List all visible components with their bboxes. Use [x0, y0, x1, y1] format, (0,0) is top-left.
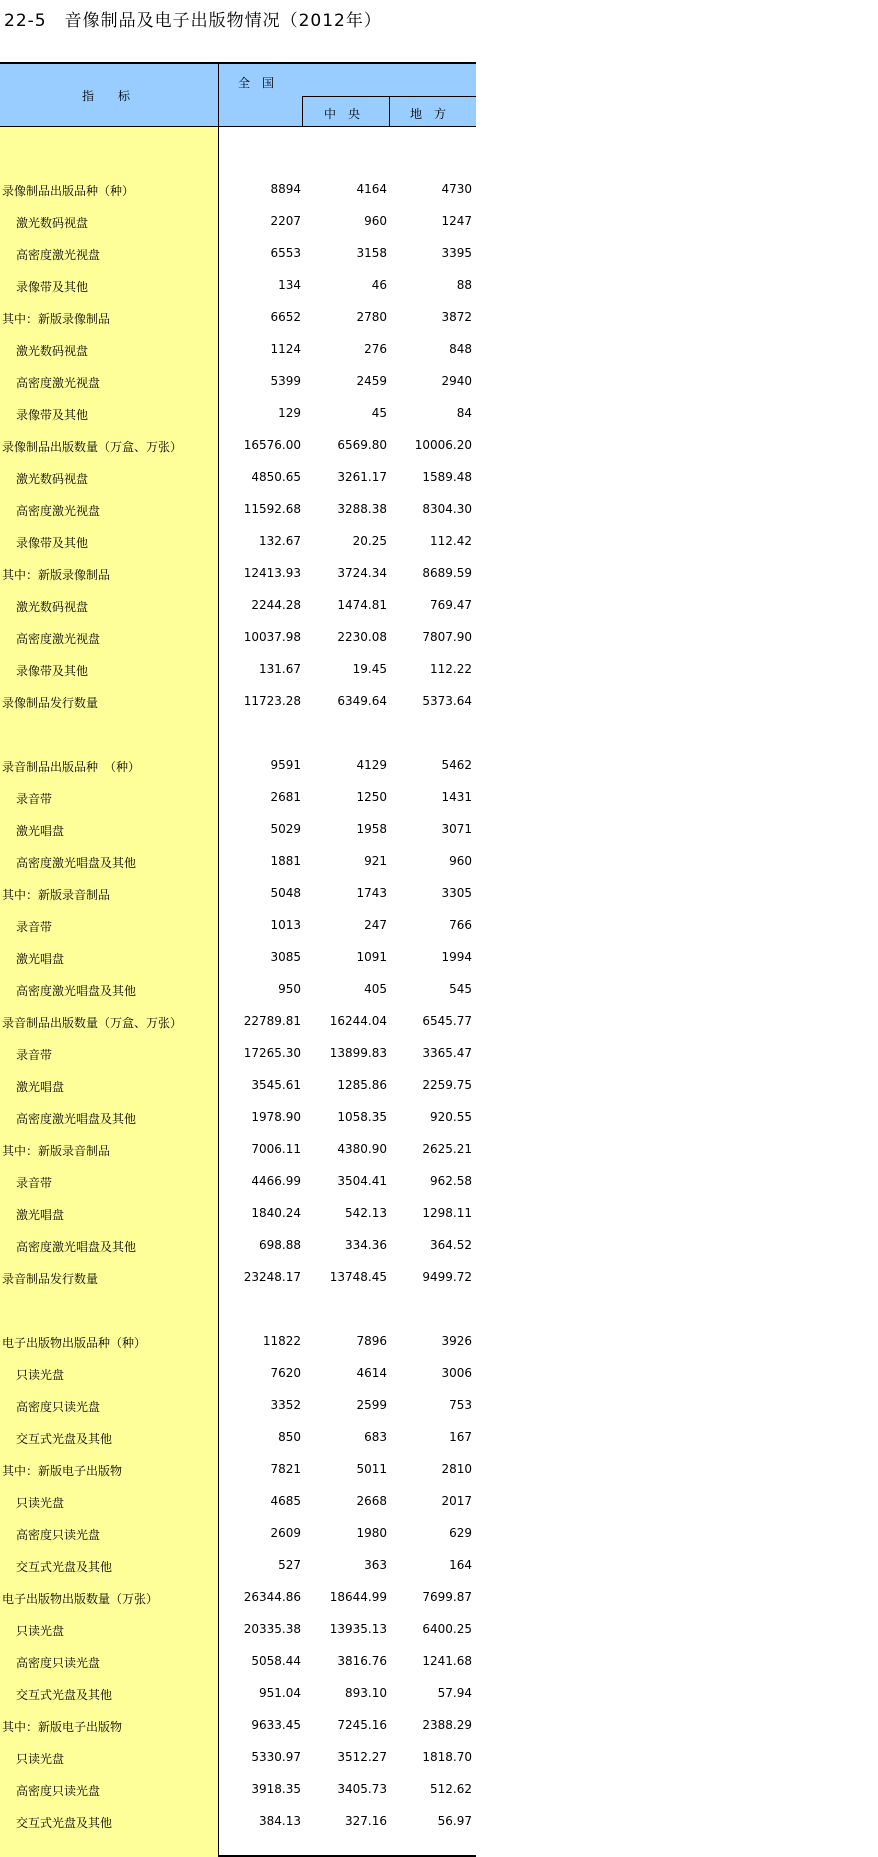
local-value: 3395 — [441, 246, 472, 260]
table-row — [0, 398, 476, 430]
table-row — [0, 1230, 476, 1262]
national-value: 11592.68 — [243, 502, 301, 516]
row-label: 激光唱盘 — [16, 1208, 65, 1222]
national-header: 全 国 — [238, 76, 275, 90]
central-value: 4164 — [356, 182, 387, 196]
local-value: 2388.29 — [422, 1718, 472, 1732]
table-header — [0, 62, 476, 126]
local-value: 1818.70 — [422, 1750, 472, 1764]
local-value: 2259.75 — [422, 1078, 472, 1092]
central-value: 2668 — [356, 1494, 387, 1508]
table-row — [0, 1710, 476, 1742]
row-label: 只读光盘 — [16, 1624, 65, 1638]
central-value: 363 — [364, 1558, 387, 1572]
header-bottom-rule — [0, 126, 476, 127]
table-row — [0, 1262, 476, 1294]
local-value: 6545.77 — [422, 1014, 472, 1028]
row-label: 录像制品发行数量 — [2, 696, 99, 710]
table-row — [0, 686, 476, 718]
local-value: 2017 — [441, 1494, 472, 1508]
central-value: 3261.17 — [337, 470, 387, 484]
table-row — [0, 526, 476, 558]
local-value: 2810 — [441, 1462, 472, 1476]
table-row — [0, 910, 476, 942]
row-label: 高密度激光视盘 — [16, 248, 101, 262]
central-value: 1285.86 — [337, 1078, 387, 1092]
national-value: 3085 — [270, 950, 301, 964]
local-value: 9499.72 — [422, 1270, 472, 1284]
central-value: 3816.76 — [337, 1654, 387, 1668]
national-value: 10037.98 — [243, 630, 301, 644]
local-value: 164 — [449, 1558, 472, 1572]
section-spacer — [0, 718, 476, 750]
national-value: 2681 — [270, 790, 301, 804]
national-value: 17265.30 — [243, 1046, 301, 1060]
row-label: 激光唱盘 — [16, 1080, 65, 1094]
table-row — [0, 1006, 476, 1038]
national-value: 129 — [278, 406, 301, 420]
row-label: 交互式光盘及其他 — [16, 1432, 113, 1446]
row-label: 高密度激光视盘 — [16, 376, 101, 390]
table-body — [0, 174, 476, 1838]
national-value: 7620 — [270, 1366, 301, 1380]
table-row — [0, 302, 476, 334]
table-row — [0, 558, 476, 590]
local-value: 112.22 — [430, 662, 472, 676]
table-row — [0, 334, 476, 366]
national-value: 11723.28 — [243, 694, 301, 708]
central-value: 3405.73 — [337, 1782, 387, 1796]
table-row — [0, 366, 476, 398]
central-value: 921 — [364, 854, 387, 868]
local-value: 2625.21 — [422, 1142, 472, 1156]
national-value: 1978.90 — [251, 1110, 301, 1124]
table-row — [0, 430, 476, 462]
national-value: 20335.38 — [243, 1622, 301, 1636]
local-value: 545 — [449, 982, 472, 996]
central-header: 中 央 — [324, 107, 361, 121]
central-column-divider — [302, 96, 303, 126]
central-value: 542.13 — [345, 1206, 387, 1220]
central-value: 1474.81 — [337, 598, 387, 612]
table-row — [0, 1550, 476, 1582]
national-value: 850 — [278, 1430, 301, 1444]
central-value: 2599 — [356, 1398, 387, 1412]
national-value: 1881 — [270, 854, 301, 868]
local-value: 1241.68 — [422, 1654, 472, 1668]
row-label: 交互式光盘及其他 — [16, 1816, 113, 1830]
national-value: 384.13 — [259, 1814, 301, 1828]
national-value: 5330.97 — [251, 1750, 301, 1764]
row-label: 录像制品出版数量（万盒、万张） — [2, 440, 183, 454]
local-value: 512.62 — [430, 1782, 472, 1796]
local-value: 753 — [449, 1398, 472, 1412]
row-label: 其中：新版录像制品 — [2, 568, 111, 582]
table-row — [0, 590, 476, 622]
local-value: 1247 — [441, 214, 472, 228]
row-label: 只读光盘 — [16, 1496, 65, 1510]
row-label: 电子出版物出版品种（种） — [2, 1336, 147, 1350]
local-value: 3006 — [441, 1366, 472, 1380]
national-value: 3352 — [270, 1398, 301, 1412]
national-value: 527 — [278, 1558, 301, 1572]
central-value: 3504.41 — [337, 1174, 387, 1188]
row-label: 录音制品出版数量（万盒、万张） — [2, 1016, 183, 1030]
table-row — [0, 1742, 476, 1774]
central-value: 3512.27 — [337, 1750, 387, 1764]
local-value: 3365.47 — [422, 1046, 472, 1060]
table-row — [0, 174, 476, 206]
row-label: 高密度激光视盘 — [16, 632, 101, 646]
top-rule — [0, 62, 476, 64]
table-row — [0, 1166, 476, 1198]
local-column-divider — [389, 96, 390, 126]
central-value: 405 — [364, 982, 387, 996]
central-value: 2459 — [356, 374, 387, 388]
local-value: 5462 — [441, 758, 472, 772]
central-value: 1250 — [356, 790, 387, 804]
local-value: 1589.48 — [422, 470, 472, 484]
local-value: 112.42 — [430, 534, 472, 548]
central-value: 276 — [364, 342, 387, 356]
national-value: 4685 — [270, 1494, 301, 1508]
central-value: 18644.99 — [329, 1590, 387, 1604]
row-label: 其中：新版录音制品 — [2, 1144, 111, 1158]
table-row — [0, 654, 476, 686]
central-value: 2780 — [356, 310, 387, 324]
row-label: 高密度激光唱盘及其他 — [16, 856, 137, 870]
table-row — [0, 1198, 476, 1230]
table-row — [0, 494, 476, 526]
local-value: 766 — [449, 918, 472, 932]
row-label: 录音制品发行数量 — [2, 1272, 99, 1286]
local-value: 8304.30 — [422, 502, 472, 516]
local-value: 3926 — [441, 1334, 472, 1348]
central-value: 247 — [364, 918, 387, 932]
central-value: 334.36 — [345, 1238, 387, 1252]
local-value: 88 — [456, 278, 472, 292]
central-value: 960 — [364, 214, 387, 228]
row-label: 其中：新版电子出版物 — [2, 1464, 123, 1478]
national-value: 5058.44 — [251, 1654, 301, 1668]
central-value: 45 — [371, 406, 387, 420]
local-value: 629 — [449, 1526, 472, 1540]
table-row — [0, 1102, 476, 1134]
central-value: 3724.34 — [337, 566, 387, 580]
local-value: 1994 — [441, 950, 472, 964]
table-row — [0, 814, 476, 846]
table-row — [0, 1678, 476, 1710]
row-label: 激光数码视盘 — [16, 344, 89, 358]
central-value: 3288.38 — [337, 502, 387, 516]
local-value: 848 — [449, 342, 472, 356]
national-value: 23248.17 — [243, 1270, 301, 1284]
row-label: 录音带 — [16, 792, 53, 806]
local-value: 769.47 — [430, 598, 472, 612]
local-value: 167 — [449, 1430, 472, 1444]
table-row — [0, 1038, 476, 1070]
table-row — [0, 782, 476, 814]
national-value: 6553 — [270, 246, 301, 260]
row-label: 激光唱盘 — [16, 952, 65, 966]
central-value: 2230.08 — [337, 630, 387, 644]
national-value: 22789.81 — [243, 1014, 301, 1028]
national-value: 9591 — [270, 758, 301, 772]
central-value: 4129 — [356, 758, 387, 772]
national-value: 9633.45 — [251, 1718, 301, 1732]
central-value: 4380.90 — [337, 1142, 387, 1156]
national-value: 1840.24 — [251, 1206, 301, 1220]
central-value: 3158 — [356, 246, 387, 260]
row-label: 高密度激光唱盘及其他 — [16, 1112, 137, 1126]
table-row — [0, 1774, 476, 1806]
local-value: 3071 — [441, 822, 472, 836]
table-row — [0, 1806, 476, 1838]
central-value: 683 — [364, 1430, 387, 1444]
table-row — [0, 878, 476, 910]
table-row — [0, 238, 476, 270]
row-label: 交互式光盘及其他 — [16, 1688, 113, 1702]
local-value: 7699.87 — [422, 1590, 472, 1604]
row-label: 录音带 — [16, 1048, 53, 1062]
national-value: 132.67 — [259, 534, 301, 548]
central-value: 1958 — [356, 822, 387, 836]
local-value: 3872 — [441, 310, 472, 324]
national-value: 1124 — [270, 342, 301, 356]
table-row — [0, 1454, 476, 1486]
local-value: 3305 — [441, 886, 472, 900]
local-value: 4730 — [441, 182, 472, 196]
national-value: 1013 — [270, 918, 301, 932]
row-label: 录音带 — [16, 1176, 53, 1190]
local-value: 10006.20 — [414, 438, 472, 452]
row-label: 其中：新版录像制品 — [2, 312, 111, 326]
local-value: 56.97 — [437, 1814, 472, 1828]
national-value: 7821 — [270, 1462, 301, 1476]
row-label: 录像带及其他 — [16, 408, 89, 422]
table-row — [0, 846, 476, 878]
row-label: 其中：新版电子出版物 — [2, 1720, 123, 1734]
row-label: 录音带 — [16, 920, 53, 934]
table-row — [0, 1358, 476, 1390]
central-value: 1980 — [356, 1526, 387, 1540]
national-value: 5029 — [270, 822, 301, 836]
national-value: 951.04 — [259, 1686, 301, 1700]
table-row — [0, 974, 476, 1006]
central-value: 7896 — [356, 1334, 387, 1348]
indicator-header: 指 标 — [82, 89, 131, 103]
table-row — [0, 1486, 476, 1518]
row-label: 高密度只读光盘 — [16, 1656, 101, 1670]
row-label: 录像制品出版品种（种） — [2, 184, 135, 198]
table-row — [0, 750, 476, 782]
national-value: 16576.00 — [243, 438, 301, 452]
central-value: 16244.04 — [329, 1014, 387, 1028]
row-label: 高密度激光视盘 — [16, 504, 101, 518]
national-value: 2244.28 — [251, 598, 301, 612]
row-label: 高密度只读光盘 — [16, 1528, 101, 1542]
local-value: 84 — [456, 406, 472, 420]
central-value: 19.45 — [352, 662, 387, 676]
local-value: 920.55 — [430, 1110, 472, 1124]
national-value: 4850.65 — [251, 470, 301, 484]
local-header: 地 方 — [410, 107, 447, 121]
local-value: 8689.59 — [422, 566, 472, 580]
national-value: 8894 — [270, 182, 301, 196]
national-value: 11822 — [262, 1334, 301, 1348]
national-value: 7006.11 — [251, 1142, 301, 1156]
statistics-table — [0, 62, 476, 1857]
table-row — [0, 1646, 476, 1678]
row-label: 激光数码视盘 — [16, 600, 89, 614]
national-value: 950 — [278, 982, 301, 996]
table-row — [0, 1422, 476, 1454]
national-value: 5399 — [270, 374, 301, 388]
central-value: 13899.83 — [329, 1046, 387, 1060]
row-label: 激光数码视盘 — [16, 472, 89, 486]
central-value: 327.16 — [345, 1814, 387, 1828]
national-value: 4466.99 — [251, 1174, 301, 1188]
central-value: 46 — [371, 278, 387, 292]
local-value: 6400.25 — [422, 1622, 472, 1636]
row-label: 只读光盘 — [16, 1752, 65, 1766]
local-value: 2940 — [441, 374, 472, 388]
table-row — [0, 270, 476, 302]
table-row — [0, 622, 476, 654]
table-row — [0, 462, 476, 494]
national-value: 3545.61 — [251, 1078, 301, 1092]
national-value: 698.88 — [259, 1238, 301, 1252]
central-value: 7245.16 — [337, 1718, 387, 1732]
central-value: 893.10 — [345, 1686, 387, 1700]
table-row — [0, 206, 476, 238]
central-value: 6569.80 — [337, 438, 387, 452]
row-label: 交互式光盘及其他 — [16, 1560, 113, 1574]
national-value: 131.67 — [259, 662, 301, 676]
row-label: 高密度只读光盘 — [16, 1784, 101, 1798]
national-value: 2207 — [270, 214, 301, 228]
national-value: 12413.93 — [243, 566, 301, 580]
row-label: 高密度只读光盘 — [16, 1400, 101, 1414]
table-row — [0, 942, 476, 974]
row-label: 录像带及其他 — [16, 280, 89, 294]
table-row — [0, 1070, 476, 1102]
table-row — [0, 1134, 476, 1166]
national-value: 26344.86 — [243, 1590, 301, 1604]
row-label: 只读光盘 — [16, 1368, 65, 1382]
local-value: 960 — [449, 854, 472, 868]
row-label: 录像带及其他 — [16, 536, 89, 550]
table-row — [0, 1390, 476, 1422]
row-label: 录音制品出版品种 （种） — [2, 760, 141, 774]
central-value: 6349.64 — [337, 694, 387, 708]
central-value: 1058.35 — [337, 1110, 387, 1124]
row-label: 其中：新版录音制品 — [2, 888, 111, 902]
section-spacer — [0, 1294, 476, 1326]
row-label: 电子出版物出版数量（万张） — [2, 1592, 159, 1606]
central-value: 13935.13 — [329, 1622, 387, 1636]
local-value: 5373.64 — [422, 694, 472, 708]
row-label: 高密度激光唱盘及其他 — [16, 1240, 137, 1254]
national-value: 3918.35 — [251, 1782, 301, 1796]
local-value: 962.58 — [430, 1174, 472, 1188]
table-row — [0, 1326, 476, 1358]
table-row — [0, 1518, 476, 1550]
table-row — [0, 1614, 476, 1646]
central-value: 20.25 — [352, 534, 387, 548]
national-value: 5048 — [270, 886, 301, 900]
local-value: 7807.90 — [422, 630, 472, 644]
row-label: 激光唱盘 — [16, 824, 65, 838]
row-label: 录像带及其他 — [16, 664, 89, 678]
central-value: 13748.45 — [329, 1270, 387, 1284]
central-value: 4614 — [356, 1366, 387, 1380]
national-value: 2609 — [270, 1526, 301, 1540]
local-value: 1298.11 — [422, 1206, 472, 1220]
row-label: 高密度激光唱盘及其他 — [16, 984, 137, 998]
table-row — [0, 1582, 476, 1614]
row-label: 激光数码视盘 — [16, 216, 89, 230]
local-value: 1431 — [441, 790, 472, 804]
national-value: 6652 — [270, 310, 301, 324]
central-value: 5011 — [356, 1462, 387, 1476]
national-value: 134 — [278, 278, 301, 292]
local-value: 364.52 — [430, 1238, 472, 1252]
page-title: 22-5 音像制品及电子出版物情况（2012年） — [4, 11, 382, 31]
central-value: 1091 — [356, 950, 387, 964]
central-value: 1743 — [356, 886, 387, 900]
local-value: 57.94 — [437, 1686, 472, 1700]
